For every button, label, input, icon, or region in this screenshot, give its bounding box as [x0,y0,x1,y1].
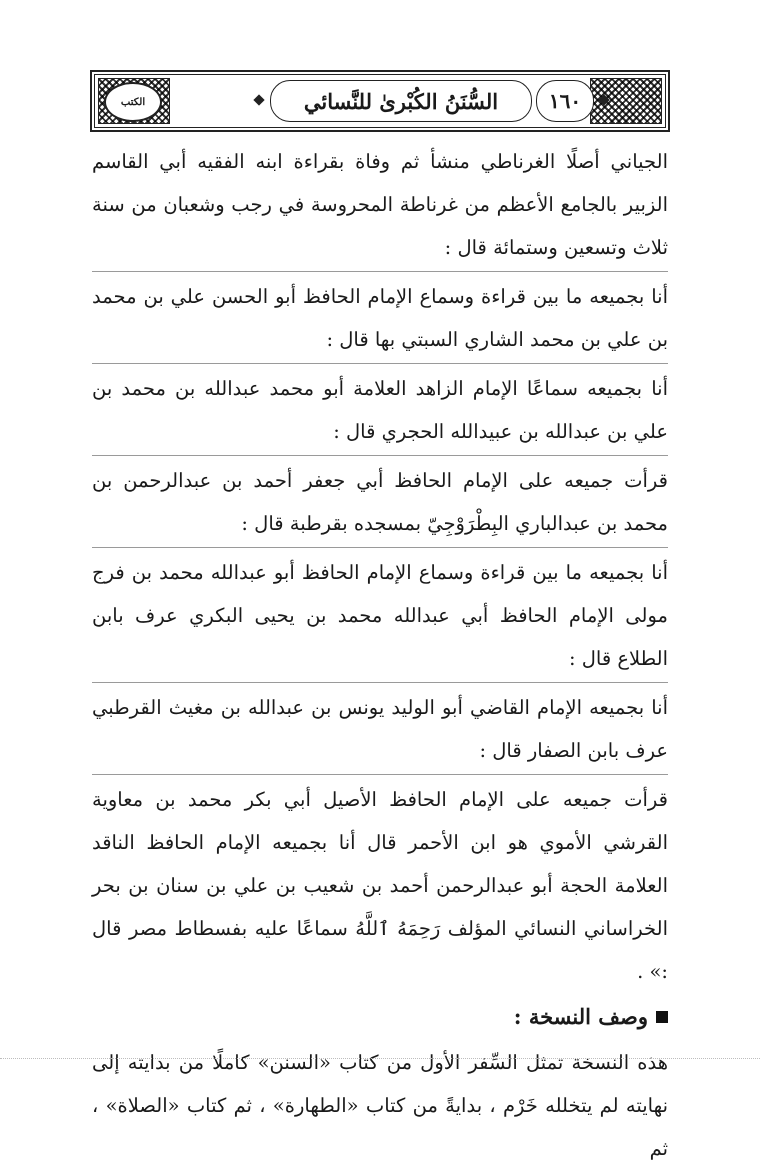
page-header [90,70,670,132]
section-paragraph: هذه النسخة تمثل السِّفر الأول من كتاب «السنن» كاملًا من بدايته إلى نهايته لم يتخلله خَرْم ، بدايةً من كتاب «الطهارة» ، ثم كتاب «الصلاة» ، ثم [92,1051,668,1160]
page-body [92,140,668,1170]
paragraph: أنا بجميعه ما بين قراءة وسماع الإمام الحافظ أبو عبدالله محمد بن فرج مولى الإمام الحافظ أبي عبدالله محمد بن يحيى البكري عرف بابن الطلاع قال : [92,561,668,670]
medallion-logo [104,82,162,122]
divider [92,547,668,548]
section-heading-text: وصف النسخة : [513,1004,648,1029]
divider [92,363,668,364]
running-title-box [270,80,532,122]
page-number: ١٦٠ [548,89,582,113]
paragraph: أنا بجميعه سماعًا الإمام الزاهد العلامة أبو محمد عبدالله بن محمد بن علي بن عبدالله بن عبيدالله الحجري قال : [92,377,668,443]
paragraph: أنا بجميعه الإمام القاضي أبو الوليد يونس بن عبدالله بن مغيث القرطبي عرف بابن الصفار قال : [92,696,668,762]
square-bullet-icon [656,1011,668,1023]
running-title: السُّنَنُ الكُبْرىٰ للنَّسائي [303,88,499,114]
divider [92,455,668,456]
paragraph: قرأت جميعه على الإمام الحافظ أبي جعفر أحمد بن عبدالرحمن بن محمد بن عبدالباري البِطْرَوْجِيّ بمسجده بقرطبة قال : [92,469,668,535]
divider [92,774,668,775]
paragraph: الجياني أصلًا الغرناطي منشأ ثم وفاة بقراءة ابنه الفقيه أبي القاسم الزبير بالجامع الأعظم من غرناطة المحروسة في رجب وشعبان من سنة ثلاث وتسعين وستمائة قال : [92,150,668,259]
medallion-text: الكتب [120,96,146,108]
page-number-box [536,80,594,122]
divider [92,682,668,683]
paragraph: أنا بجميعه ما بين قراءة وسماع الإمام الحافظ أبو الحسن علي بن محمد بن علي بن محمد الشاري السبتي بها قال : [92,285,668,351]
divider [92,271,668,272]
section-heading [92,995,668,1039]
page-bottom-rule [0,1058,760,1059]
paragraph: قرأت جميعه على الإمام الحافظ الأصيل أبي بكر محمد بن معاوية القرشي الأموي هو ابن الأحمر قال أنا بجميعه الإمام الحافظ الناقد العلامة الحجة أبو عبدالرحمن أحمد بن شعيب بن علي بن سنان بن بحر الخراساني النسائي المؤلف رَحِمَهُ ٱللَّهُ سماعًا عليه بفسطاط مصر قال :» . [92,788,668,983]
